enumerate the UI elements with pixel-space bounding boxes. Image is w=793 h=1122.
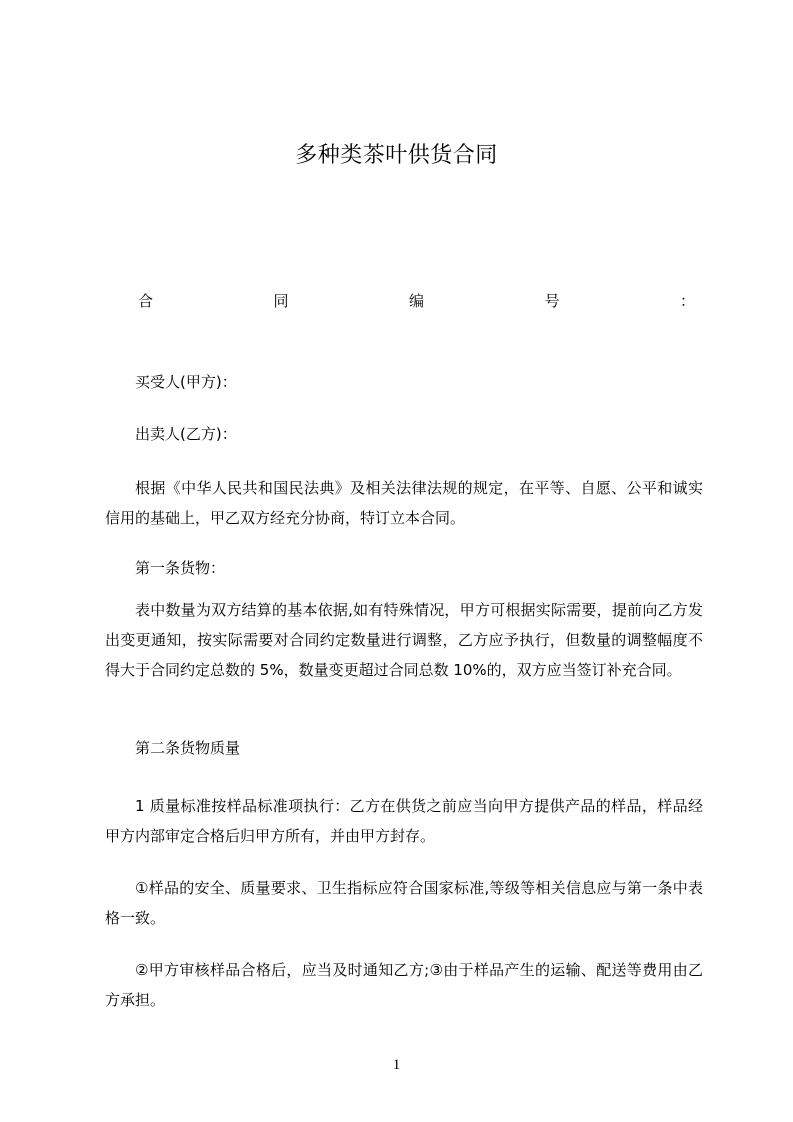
article2-item1: 1 质量标准按样品标准项执行：乙方在供货之前应当向甲方提供产品的样品，样品经甲方内部审定合格后归甲方所有，并由甲方封存。	[105, 797, 703, 845]
document-title: 多种类茶叶供货合同	[295, 143, 498, 168]
article1-title: 第一条货物：	[135, 559, 226, 577]
article2-title: 第二条货物质量	[135, 739, 241, 757]
contract-number-char: 合	[138, 292, 154, 310]
contract-number-char: 号	[544, 292, 560, 310]
buyer-line: 买受人(甲方)：	[135, 373, 237, 391]
article1-body: 表中数量为双方结算的基本依据,如有特殊情况，甲方可根据实际需要，提前向乙方发出变更通知，按实际需要对合同约定数量进行调整，乙方应予执行，但数量的调整幅度不得大于合同约定总数的 5%，数量变更超过合同总数 10%的，双方应当签订补充合同。	[105, 601, 703, 679]
article2-item1-sub1: ①样品的安全、质量要求、卫生指标应符合国家标准,等级等相关信息应与第一条中表格一致。	[105, 879, 703, 927]
contract-number-char: 同	[273, 292, 289, 310]
contract-number-line	[138, 291, 695, 311]
contract-number-colon: ：	[679, 292, 695, 310]
contract-number-char: 编	[408, 292, 424, 310]
preamble-paragraph: 根据《中华人民共和国民法典》及相关法律法规的规定，在平等、自愿、公平和诚实信用的基础上，甲乙双方经充分协商，特订立本合同。	[105, 479, 703, 527]
seller-line: 出卖人(乙方)：	[135, 425, 237, 443]
article2-item1-sub2: ②甲方审核样品合格后，应当及时通知乙方;③由于样品产生的运输、配送等费用由乙方承担。	[105, 961, 703, 1009]
page-number: 1	[392, 1057, 401, 1073]
